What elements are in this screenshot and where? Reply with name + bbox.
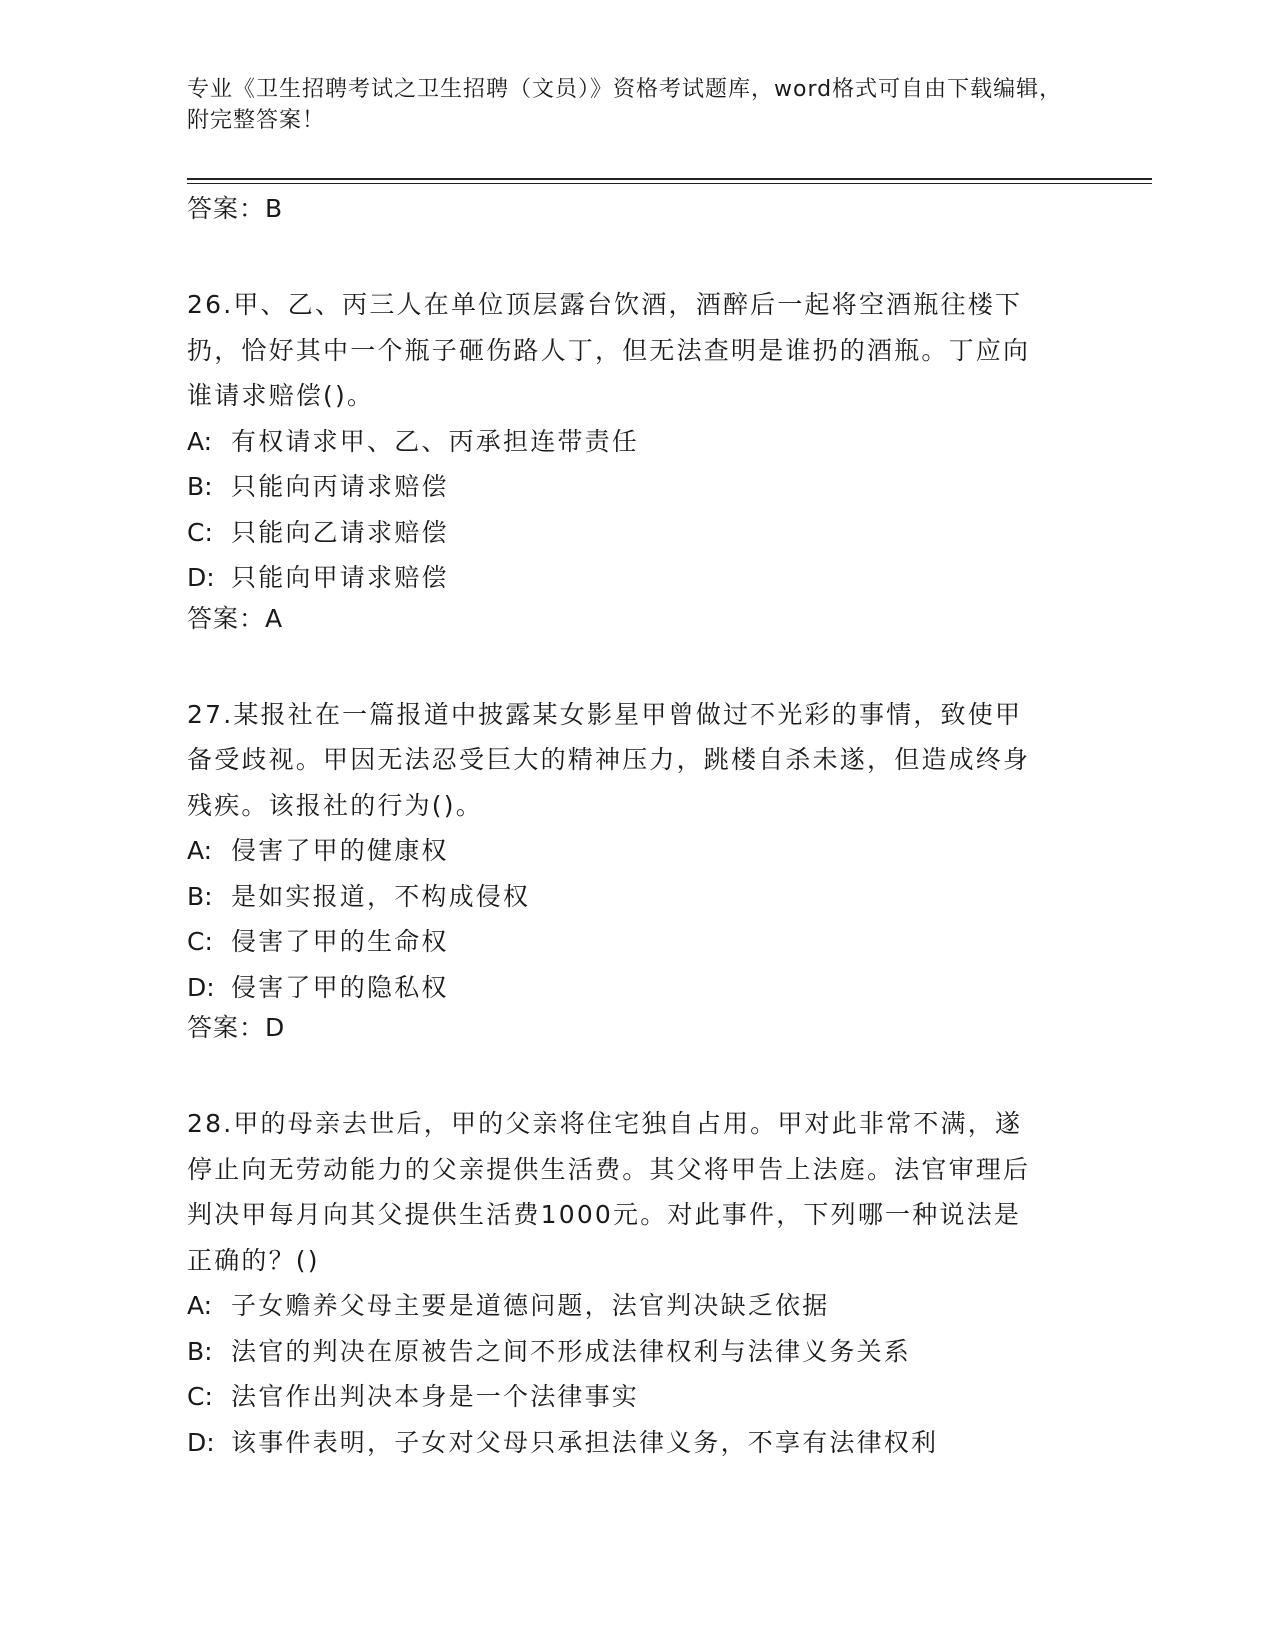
option-text: 只能向甲请求赔偿: [231, 563, 449, 592]
option-letter: D:: [187, 972, 215, 1002]
option-text: 有权请求甲、乙、丙承担连带责任: [231, 426, 640, 456]
question-26-text: 26.甲、乙、丙三人在单位顶层露台饮酒，酒醉后一起将空酒瓶往楼下扔，恰好其中一个瓶子砸伤路人丁，但无法查明是谁扔的酒瓶。丁应向谁请求赔偿()。: [187, 290, 1031, 410]
option-letter: B:: [187, 881, 213, 911]
spacer: [187, 646, 1087, 692]
question-28: [187, 1101, 1087, 1465]
option-text: 法官的判决在原被告之间不形成法律权利与法律义务关系: [231, 1336, 912, 1366]
question-27: [187, 692, 1087, 1056]
document-content: [187, 191, 1087, 1465]
option-letter: A:: [187, 426, 213, 456]
spacer: [187, 236, 1087, 282]
header-rule-thin: [187, 183, 1152, 184]
header-rule-thick: [187, 178, 1152, 180]
question-27-option-c: [187, 919, 1087, 965]
question-28-option-a: [187, 1283, 1087, 1329]
spacer: [187, 1055, 1087, 1101]
option-text: 法官作出判决本身是一个法律事实: [231, 1382, 640, 1411]
option-text: 侵害了甲的健康权: [231, 836, 449, 865]
question-28-option-d: [187, 1420, 1087, 1466]
question-27-option-b: [187, 874, 1087, 920]
option-text: 子女赡养父母主要是道德问题，法官判决缺乏依据: [231, 1291, 830, 1320]
option-letter: D:: [187, 1427, 215, 1457]
option-letter: A:: [187, 836, 213, 865]
option-text: 只能向丙请求赔偿: [231, 472, 449, 501]
option-letter: A:: [187, 1291, 213, 1320]
option-text: 该事件表明，子女对父母只承担法律义务，不享有法律权利: [231, 1427, 939, 1457]
question-28-option-c: [187, 1374, 1087, 1420]
document-header: 专业《卫生招聘考试之卫生招聘（文员）》资格考试题库，word格式可自由下载编辑，附完整答案！: [187, 77, 1063, 133]
question-27-option-d: [187, 965, 1087, 1011]
question-26-option-d: [187, 555, 1087, 601]
question-26-option-c: [187, 510, 1087, 556]
option-letter: C:: [187, 1382, 213, 1411]
option-letter: B:: [187, 1336, 213, 1366]
answer-line-25: 答案：B: [187, 194, 284, 223]
option-text: 侵害了甲的生命权: [231, 927, 449, 956]
answer-line-26: 答案：A: [187, 603, 284, 633]
option-letter: C:: [187, 927, 213, 956]
answer-line-27: 答案：D: [187, 1013, 286, 1042]
question-28-option-b: [187, 1329, 1087, 1375]
option-letter: B:: [187, 472, 213, 501]
question-27-option-a: [187, 828, 1087, 874]
question-26-option-b: [187, 464, 1087, 510]
question-28-text: 28.甲的母亲去世后，甲的父亲将住宅独自占用。甲对此非常不满，遂停止向无劳动能力的父亲提供生活费。其父将甲告上法庭。法官审理后判决甲每月向其父提供生活费1000元。对此事件，下列哪一种说法是正确的？(): [187, 1109, 1031, 1275]
question-26-option-a: [187, 419, 1087, 465]
question-26: [187, 282, 1087, 646]
question-27-text: 27.某报社在一篇报道中披露某女影星甲曾做过不光彩的事情，致使甲备受歧视。甲因无法忍受巨大的精神压力，跳楼自杀未遂，但造成终身残疾。该报社的行为()。: [187, 699, 1031, 820]
option-letter: C:: [187, 517, 213, 547]
option-text: 只能向乙请求赔偿: [231, 517, 449, 547]
option-text: 侵害了甲的隐私权: [231, 972, 449, 1002]
option-letter: D:: [187, 563, 215, 592]
option-text: 是如实报道，不构成侵权: [231, 881, 531, 911]
